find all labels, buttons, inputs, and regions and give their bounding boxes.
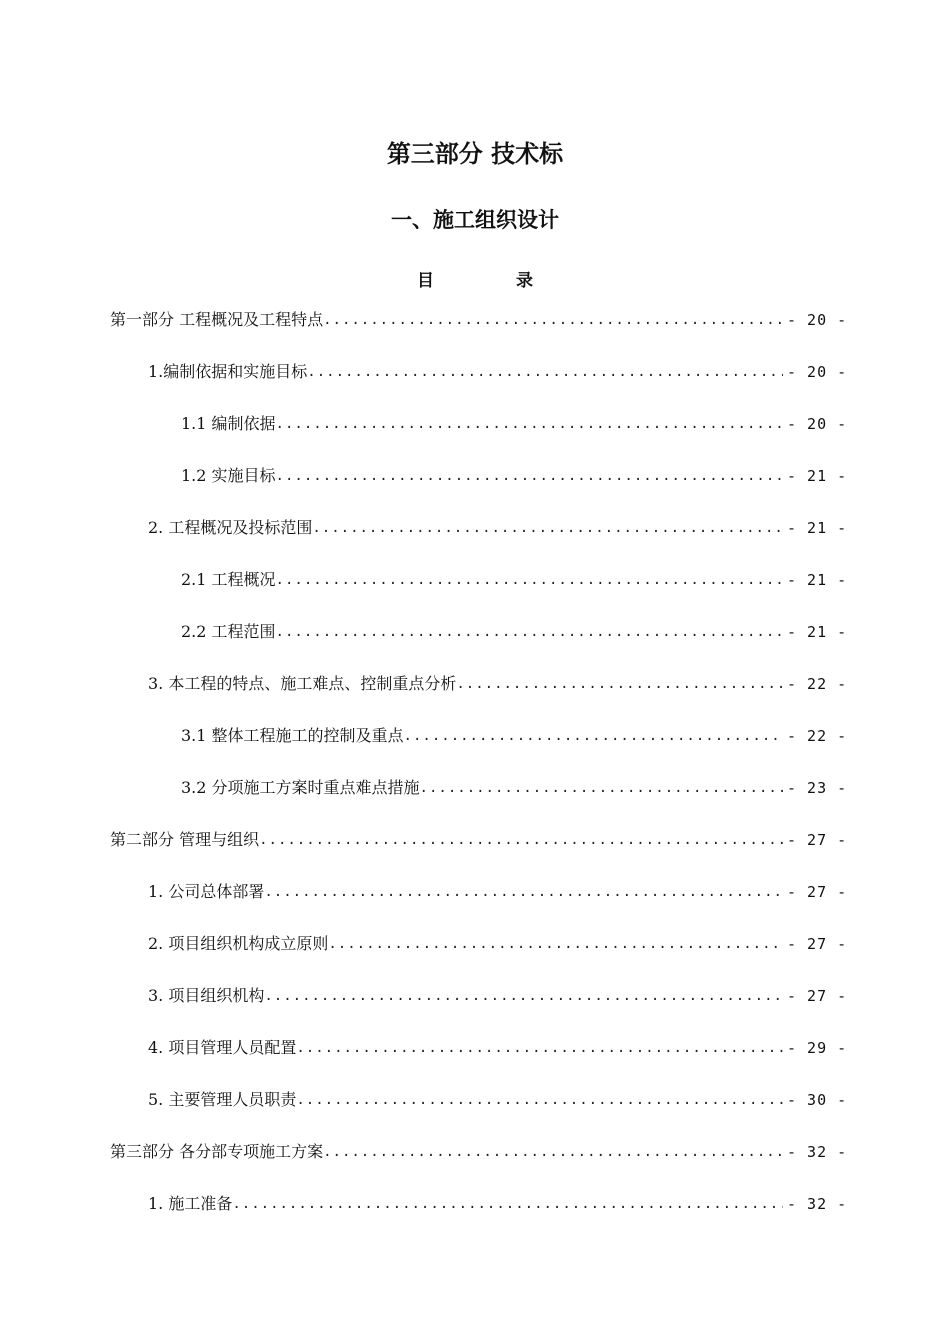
toc-leader-dots — [312, 518, 783, 538]
toc-entry[interactable] — [0, 916, 950, 968]
toc-entry-label: 3.2 分项施工方案时重点难点措施 — [181, 778, 420, 797]
toc-leader-dots — [296, 1038, 783, 1058]
toc-entry-label: 3. 项目组织机构 — [148, 986, 265, 1005]
toc-entry-label: 第三部分 各分部专项施工方案 — [110, 1142, 324, 1161]
toc-leader-dots — [259, 830, 783, 850]
toc-entry-label: 1. 施工准备 — [148, 1194, 233, 1213]
toc-entry-page: - 20 - — [787, 415, 848, 433]
page-title: 第三部分 技术标 — [386, 140, 564, 168]
toc-entry[interactable] — [0, 1176, 950, 1228]
toc-entry[interactable] — [0, 812, 950, 864]
toc-leader-dots — [276, 414, 783, 434]
toc-leader-dots — [276, 466, 783, 486]
toc-entry[interactable] — [0, 500, 950, 552]
toc-heading: 目 录 — [417, 271, 571, 291]
toc-entry-label: 2. 项目组织机构成立原则 — [148, 934, 329, 953]
toc-entry-page: - 23 - — [787, 779, 848, 797]
toc-entry-label: 2. 工程概况及投标范围 — [148, 518, 313, 537]
toc-entry-label: 第一部分 工程概况及工程特点 — [110, 310, 324, 329]
toc-entry-label: 3.1 整体工程施工的控制及重点 — [181, 726, 404, 745]
toc-entry-label: 5. 主要管理人员职责 — [148, 1090, 297, 1109]
toc-leader-dots — [264, 986, 783, 1006]
toc-entry-page: - 27 - — [787, 883, 848, 901]
toc-entry-label: 3. 本工程的特点、施工难点、控制重点分析 — [148, 674, 457, 693]
toc-leader-dots — [264, 882, 783, 902]
toc-entry-page: - 32 - — [787, 1195, 848, 1213]
toc-entry-label: 1. 公司总体部署 — [148, 882, 265, 901]
toc-entry-label: 第二部分 管理与组织 — [110, 830, 260, 849]
toc-leader-dots — [276, 570, 783, 590]
toc-entry[interactable] — [0, 344, 950, 396]
toc-entry-page: - 32 - — [787, 1143, 848, 1161]
toc-entry-page: - 21 - — [787, 467, 848, 485]
toc-entry-page: - 22 - — [787, 727, 848, 745]
toc-entry-page: - 29 - — [787, 1039, 848, 1057]
toc-leader-dots — [296, 1090, 783, 1110]
toc-entry[interactable] — [0, 604, 950, 656]
table-of-contents — [0, 292, 950, 1228]
toc-entry[interactable] — [0, 1020, 950, 1072]
toc-entry[interactable] — [0, 760, 950, 812]
toc-leader-dots — [328, 934, 783, 954]
toc-entry-label: 1.2 实施目标 — [181, 466, 276, 485]
toc-entry-page: - 21 - — [787, 623, 848, 641]
toc-entry-page: - 21 - — [787, 519, 848, 537]
toc-entry-label: 2.1 工程概况 — [181, 570, 276, 589]
toc-entry-label: 1.1 编制依据 — [181, 414, 276, 433]
toc-entry-page: - 27 - — [787, 935, 848, 953]
toc-entry-page: - 21 - — [787, 571, 848, 589]
toc-entry[interactable] — [0, 448, 950, 500]
toc-entry-page: - 20 - — [787, 363, 848, 381]
toc-leader-dots — [276, 622, 783, 642]
toc-entry-page: - 30 - — [787, 1091, 848, 1109]
toc-entry[interactable] — [0, 396, 950, 448]
toc-entry[interactable] — [0, 656, 950, 708]
toc-entry-page: - 27 - — [787, 987, 848, 1005]
toc-entry-page: - 27 - — [787, 831, 848, 849]
section-title: 一、施工组织设计 — [391, 208, 559, 232]
toc-leader-dots — [307, 362, 783, 382]
toc-leader-dots — [232, 1194, 783, 1214]
toc-entry[interactable] — [0, 864, 950, 916]
toc-entry[interactable] — [0, 292, 950, 344]
toc-entry-label: 2.2 工程范围 — [181, 622, 276, 641]
toc-entry-page: - 20 - — [787, 311, 848, 329]
toc-entry-label: 1.编制依据和实施目标 — [148, 362, 308, 381]
toc-leader-dots — [323, 1142, 783, 1162]
toc-entry-label: 4. 项目管理人员配置 — [148, 1038, 297, 1057]
toc-leader-dots — [404, 726, 783, 746]
toc-entry-page: - 22 - — [787, 675, 848, 693]
toc-leader-dots — [323, 310, 783, 330]
toc-entry[interactable] — [0, 1072, 950, 1124]
toc-entry[interactable] — [0, 708, 950, 760]
toc-leader-dots — [420, 778, 783, 798]
toc-entry[interactable] — [0, 552, 950, 604]
toc-leader-dots — [456, 674, 783, 694]
toc-entry[interactable] — [0, 1124, 950, 1176]
toc-entry[interactable] — [0, 968, 950, 1020]
